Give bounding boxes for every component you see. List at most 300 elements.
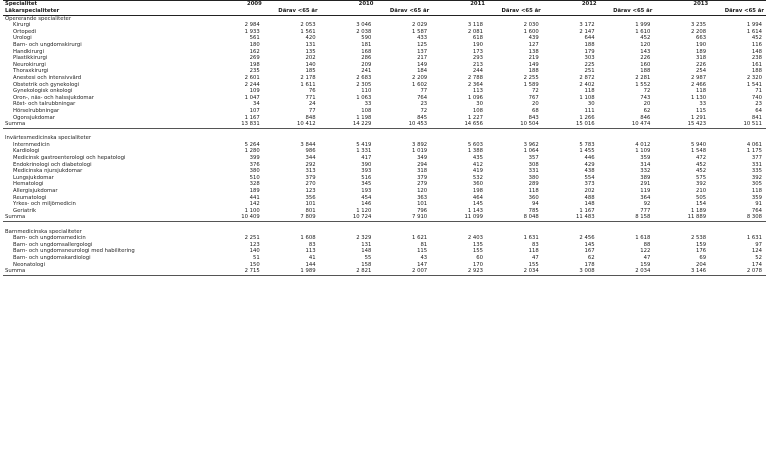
table-cell: 198 bbox=[249, 61, 260, 68]
table-cell: 188 bbox=[640, 68, 651, 75]
table-cell: 190 bbox=[696, 41, 707, 48]
table-row bbox=[3, 155, 766, 162]
table-row bbox=[3, 42, 766, 49]
column-header-under-65: Därav <65 år bbox=[599, 8, 655, 15]
table-cell: 771 bbox=[305, 94, 316, 101]
table-cell: 92 bbox=[643, 201, 651, 208]
row-label: Öron-, näs- och halssjukdomar bbox=[13, 94, 94, 101]
table-row bbox=[3, 242, 766, 249]
table-cell: 848 bbox=[305, 114, 316, 121]
table-cell: 1 589 bbox=[523, 81, 539, 88]
table-cell: 380 bbox=[528, 174, 539, 181]
row-label: Urologi bbox=[13, 35, 32, 42]
table-row bbox=[3, 248, 766, 255]
table-cell: 1 541 bbox=[746, 81, 762, 88]
table-cell: 464 bbox=[472, 194, 483, 201]
table-cell: 1 614 bbox=[746, 28, 762, 35]
summa-cell: 2 007 bbox=[375, 268, 431, 275]
table-cell: 2 029 bbox=[412, 22, 428, 29]
table-cell: 554 bbox=[584, 174, 595, 181]
table-cell: 217 bbox=[417, 55, 428, 62]
table-cell: 1 175 bbox=[746, 148, 762, 155]
table-cell: 452 bbox=[640, 35, 651, 42]
table-cell: 160 bbox=[640, 61, 651, 68]
table-cell: 226 bbox=[696, 61, 707, 68]
table-cell: 4 012 bbox=[635, 141, 651, 148]
table-cell: 34 bbox=[253, 101, 260, 108]
summa-cell: 2 923 bbox=[431, 268, 487, 275]
section-title: Barnmedicinska specialiteter bbox=[5, 228, 82, 235]
table-cell: 2 364 bbox=[467, 81, 483, 88]
summa-cell: 11 099 bbox=[431, 214, 487, 221]
summa-label: Summa bbox=[3, 214, 208, 221]
section-header-row bbox=[3, 15, 766, 22]
table-cell: 1 227 bbox=[467, 114, 483, 121]
row-label: Plastikkirurgi bbox=[13, 55, 48, 62]
table-cell: 158 bbox=[361, 261, 372, 268]
table-cell: 1 602 bbox=[412, 81, 428, 88]
table-cell: 2 403 bbox=[467, 235, 483, 242]
summa-cell: 8 158 bbox=[599, 214, 655, 221]
table-row bbox=[3, 55, 766, 62]
table-cell: 417 bbox=[361, 155, 372, 162]
row-label: Barn- och ungdomsneurologi med habilitering bbox=[13, 248, 135, 255]
table-cell: 5 419 bbox=[356, 141, 372, 148]
table-cell: 181 bbox=[361, 41, 372, 48]
table-cell: 123 bbox=[249, 241, 260, 248]
table-cell: 202 bbox=[305, 55, 316, 62]
table-cell: 2 244 bbox=[244, 81, 260, 88]
table-cell: 140 bbox=[305, 61, 316, 68]
table-cell: 618 bbox=[472, 35, 483, 42]
row-label: Reumatologi bbox=[13, 194, 47, 201]
table-cell: 51 bbox=[253, 254, 260, 261]
spacer-row bbox=[3, 222, 766, 229]
table-row bbox=[3, 181, 766, 188]
table-cell: 1 291 bbox=[691, 114, 707, 121]
table-cell: 1 994 bbox=[746, 22, 762, 29]
table-cell: 23 bbox=[420, 101, 428, 108]
column-header-year: 2009 bbox=[208, 1, 264, 8]
table-cell: 213 bbox=[472, 61, 483, 68]
table-cell: 81 bbox=[420, 241, 428, 248]
table-cell: 1 063 bbox=[356, 94, 372, 101]
table-cell: 644 bbox=[584, 35, 595, 42]
summa-row bbox=[3, 121, 766, 128]
table-row bbox=[3, 108, 766, 115]
summa-cell: 7 809 bbox=[264, 214, 320, 221]
table-cell: 292 bbox=[305, 161, 316, 168]
table-cell: 433 bbox=[417, 35, 428, 42]
table-cell: 379 bbox=[305, 174, 316, 181]
table-cell: 219 bbox=[528, 55, 539, 62]
table-cell: 110 bbox=[361, 88, 372, 95]
table-row bbox=[3, 49, 766, 56]
table-cell: 20 bbox=[532, 101, 539, 108]
table-cell: 127 bbox=[528, 41, 539, 48]
row-label: Medicinska njursjukdomar bbox=[13, 168, 83, 175]
table-cell: 1 130 bbox=[691, 94, 707, 101]
table-cell: 52 bbox=[755, 254, 762, 261]
table-cell: 785 bbox=[528, 207, 539, 214]
row-label: Allergisjukdomar bbox=[13, 188, 58, 195]
row-label: Anestesi och intensivvård bbox=[13, 74, 82, 81]
table-cell: 318 bbox=[417, 168, 428, 175]
row-label: Barn- och ungdomskirurgi bbox=[13, 41, 82, 48]
table-cell: 244 bbox=[472, 68, 483, 75]
spacer-cell bbox=[3, 222, 766, 229]
table-cell: 235 bbox=[249, 68, 260, 75]
table-cell: 161 bbox=[751, 61, 762, 68]
table-cell: 1 064 bbox=[523, 148, 539, 155]
table-cell: 119 bbox=[640, 188, 651, 195]
table-cell: 64 bbox=[755, 107, 762, 114]
table-cell: 1 266 bbox=[579, 114, 595, 121]
table-cell: 1 600 bbox=[523, 28, 539, 35]
table-cell: 145 bbox=[584, 241, 595, 248]
table-cell: 150 bbox=[249, 261, 260, 268]
table-row bbox=[3, 62, 766, 69]
table-cell: 303 bbox=[584, 55, 595, 62]
summa-cell: 15 423 bbox=[654, 121, 710, 128]
table-cell: 20 bbox=[643, 101, 651, 108]
table-cell: 202 bbox=[584, 188, 595, 195]
table-cell: 575 bbox=[696, 174, 707, 181]
table-cell: 1 631 bbox=[523, 235, 539, 242]
table-cell: 88 bbox=[643, 241, 651, 248]
summa-cell: 11 483 bbox=[543, 214, 599, 221]
table-cell: 510 bbox=[249, 174, 260, 181]
row-label: Ögonsjukdomar bbox=[13, 114, 55, 121]
table-cell: 1 198 bbox=[356, 114, 372, 121]
table-cell: 390 bbox=[361, 161, 372, 168]
table-cell: 43 bbox=[420, 254, 428, 261]
column-header-under-65: Därav <65 år bbox=[710, 8, 766, 15]
table-cell: 118 bbox=[696, 88, 707, 95]
table-cell: 33 bbox=[364, 101, 372, 108]
table-cell: 2 538 bbox=[691, 235, 707, 242]
summa-cell: 10 453 bbox=[375, 121, 431, 128]
section-header-row bbox=[3, 135, 766, 142]
column-header-year: 2012 bbox=[543, 1, 599, 8]
table-body bbox=[3, 15, 766, 275]
summa-cell: 14 229 bbox=[320, 121, 376, 128]
table-cell: 1 561 bbox=[300, 28, 316, 35]
summa-cell: 2 034 bbox=[599, 268, 655, 275]
table-cell: 62 bbox=[587, 254, 595, 261]
table-cell: 1 331 bbox=[356, 148, 372, 155]
table-cell: 178 bbox=[584, 261, 595, 268]
table-cell: 446 bbox=[584, 155, 595, 162]
table-cell: 115 bbox=[417, 248, 428, 255]
table-cell: 124 bbox=[751, 248, 762, 255]
summa-cell: 10 412 bbox=[264, 121, 320, 128]
row-label: Gynekologisk onkologi bbox=[13, 88, 73, 95]
table-cell: 2 251 bbox=[244, 235, 260, 242]
table-cell: 41 bbox=[308, 254, 316, 261]
table-cell: 663 bbox=[696, 35, 707, 42]
table-row bbox=[3, 29, 766, 36]
summa-cell: 10 474 bbox=[599, 121, 655, 128]
table-cell: 743 bbox=[640, 94, 651, 101]
table-cell: 72 bbox=[643, 88, 651, 95]
table-cell: 373 bbox=[584, 181, 595, 188]
table-cell: 131 bbox=[305, 41, 316, 48]
table-cell: 47 bbox=[532, 254, 539, 261]
table-cell: 1 280 bbox=[244, 148, 260, 155]
table-cell: 30 bbox=[476, 101, 483, 108]
table-row bbox=[3, 208, 766, 215]
row-label: Ortopedi bbox=[13, 28, 37, 35]
column-header-specialitet: Specialitet bbox=[3, 1, 208, 8]
table-cell: 76 bbox=[308, 88, 316, 95]
table-cell: 269 bbox=[249, 55, 260, 62]
table-row bbox=[3, 235, 766, 242]
table-cell: 1 096 bbox=[467, 94, 483, 101]
table-cell: 532 bbox=[472, 174, 483, 181]
table-cell: 2 081 bbox=[467, 28, 483, 35]
table-row bbox=[3, 168, 766, 175]
table-cell: 225 bbox=[584, 61, 595, 68]
table-cell: 1 108 bbox=[579, 94, 595, 101]
table-cell: 144 bbox=[305, 261, 316, 268]
table-cell: 2 402 bbox=[579, 81, 595, 88]
summa-cell: 15 016 bbox=[543, 121, 599, 128]
table-cell: 155 bbox=[528, 261, 539, 268]
table-cell: 3 235 bbox=[691, 22, 707, 29]
table-cell: 293 bbox=[472, 55, 483, 62]
table-cell: 349 bbox=[417, 155, 428, 162]
table-cell: 179 bbox=[584, 48, 595, 55]
table-cell: 505 bbox=[696, 194, 707, 201]
table-cell: 180 bbox=[249, 41, 260, 48]
table-cell: 209 bbox=[361, 61, 372, 68]
column-header-lakarspecialiteter: Läkarspecialiteter bbox=[3, 8, 208, 15]
table-cell: 1 621 bbox=[412, 235, 428, 242]
table-cell: 2 456 bbox=[579, 235, 595, 242]
table-cell: 318 bbox=[696, 55, 707, 62]
table-cell: 125 bbox=[417, 41, 428, 48]
table-cell: 2 038 bbox=[356, 28, 372, 35]
table-cell: 294 bbox=[417, 161, 428, 168]
table-cell: 314 bbox=[640, 161, 651, 168]
row-label: Neonatologi bbox=[13, 261, 45, 268]
table-cell: 356 bbox=[305, 194, 316, 201]
table-cell: 3 892 bbox=[412, 141, 428, 148]
table-cell: 140 bbox=[249, 248, 260, 255]
table-cell: 452 bbox=[696, 161, 707, 168]
table-cell: 291 bbox=[640, 181, 651, 188]
table-cell: 101 bbox=[305, 201, 316, 208]
table-cell: 331 bbox=[528, 168, 539, 175]
table-cell: 331 bbox=[751, 161, 762, 168]
row-label: Lungsjukdomar bbox=[13, 174, 54, 181]
summa-cell: 8 308 bbox=[710, 214, 766, 221]
summa-cell: 10 504 bbox=[487, 121, 543, 128]
table-cell: 23 bbox=[755, 101, 762, 108]
table-cell: 174 bbox=[751, 261, 762, 268]
table-cell: 159 bbox=[640, 261, 651, 268]
table-cell: 328 bbox=[249, 181, 260, 188]
table-cell: 441 bbox=[249, 194, 260, 201]
table-cell: 376 bbox=[249, 161, 260, 168]
table-cell: 1 100 bbox=[244, 207, 260, 214]
table-cell: 146 bbox=[361, 201, 372, 208]
table-cell: 2 872 bbox=[579, 74, 595, 81]
row-label: Neurokirurgi bbox=[13, 61, 46, 68]
table-cell: 1 455 bbox=[579, 148, 595, 155]
summa-cell: 13 831 bbox=[208, 121, 264, 128]
table-cell: 148 bbox=[361, 248, 372, 255]
table-row bbox=[3, 82, 766, 89]
table-cell: 72 bbox=[420, 107, 428, 114]
table-cell: 198 bbox=[472, 188, 483, 195]
table-cell: 143 bbox=[640, 48, 651, 55]
row-label: Endokrinologi och diabetologi bbox=[13, 161, 92, 168]
table-cell: 1 610 bbox=[635, 28, 651, 35]
table-cell: 360 bbox=[528, 194, 539, 201]
table-cell: 2 178 bbox=[300, 74, 316, 81]
table-cell: 193 bbox=[361, 188, 372, 195]
table-cell: 120 bbox=[640, 41, 651, 48]
table-cell: 389 bbox=[640, 174, 651, 181]
table-cell: 83 bbox=[308, 241, 316, 248]
table-cell: 109 bbox=[249, 88, 260, 95]
table-cell: 1 552 bbox=[635, 81, 651, 88]
summa-cell: 10 511 bbox=[710, 121, 766, 128]
table-cell: 801 bbox=[305, 207, 316, 214]
table-cell: 2 208 bbox=[691, 28, 707, 35]
table-row bbox=[3, 142, 766, 149]
summa-cell: 1 989 bbox=[264, 268, 320, 275]
table-cell: 392 bbox=[751, 174, 762, 181]
table-cell: 167 bbox=[584, 248, 595, 255]
table-cell: 77 bbox=[308, 107, 316, 114]
table-cell: 176 bbox=[696, 248, 707, 255]
table-cell: 359 bbox=[751, 194, 762, 201]
row-label: Röst- och talrubbningar bbox=[13, 101, 76, 108]
specialist-table bbox=[3, 0, 766, 276]
table-cell: 101 bbox=[417, 201, 428, 208]
table-cell: 91 bbox=[755, 201, 762, 208]
summa-row bbox=[3, 268, 766, 275]
table-cell: 188 bbox=[584, 41, 595, 48]
table-cell: 94 bbox=[532, 201, 539, 208]
table-cell: 345 bbox=[361, 181, 372, 188]
table-row bbox=[3, 22, 766, 29]
table-cell: 1 933 bbox=[244, 28, 260, 35]
table-cell: 986 bbox=[305, 148, 316, 155]
table-row bbox=[3, 195, 766, 202]
table-cell: 2 320 bbox=[746, 74, 762, 81]
table-cell: 313 bbox=[305, 168, 316, 175]
table-cell: 118 bbox=[528, 188, 539, 195]
table-cell: 33 bbox=[699, 101, 707, 108]
table-cell: 113 bbox=[472, 88, 483, 95]
table-cell: 590 bbox=[361, 35, 372, 42]
summa-cell: 10 724 bbox=[320, 214, 376, 221]
summa-cell: 2 715 bbox=[208, 268, 264, 275]
table-cell: 113 bbox=[305, 248, 316, 255]
table-cell: 335 bbox=[751, 168, 762, 175]
summa-row bbox=[3, 214, 766, 221]
table-cell: 184 bbox=[417, 68, 428, 75]
table-cell: 796 bbox=[417, 207, 428, 214]
row-label: Kirurgi bbox=[13, 22, 31, 29]
row-label: Barn- och ungdomsmedicin bbox=[13, 235, 86, 242]
table-cell: 2 305 bbox=[356, 81, 372, 88]
summa-cell: 2 034 bbox=[487, 268, 543, 275]
table-cell: 393 bbox=[361, 168, 372, 175]
table-cell: 168 bbox=[361, 48, 372, 55]
table-cell: 359 bbox=[640, 155, 651, 162]
table-cell: 1 548 bbox=[691, 148, 707, 155]
row-label: Kardiologi bbox=[13, 148, 40, 155]
table-row bbox=[3, 95, 766, 102]
table-cell: 5 264 bbox=[244, 141, 260, 148]
table-cell: 5 603 bbox=[467, 141, 483, 148]
table-cell: 1 143 bbox=[467, 207, 483, 214]
table-cell: 767 bbox=[528, 94, 539, 101]
table-cell: 254 bbox=[696, 68, 707, 75]
header-row-sub bbox=[3, 8, 766, 15]
table-cell: 764 bbox=[751, 207, 762, 214]
table-cell: 120 bbox=[417, 188, 428, 195]
table-cell: 841 bbox=[751, 114, 762, 121]
table-cell: 279 bbox=[417, 181, 428, 188]
table-row bbox=[3, 148, 766, 155]
table-cell: 308 bbox=[528, 161, 539, 168]
table-cell: 2 984 bbox=[244, 22, 260, 29]
column-header-year: 2011 bbox=[431, 1, 487, 8]
table-row bbox=[3, 88, 766, 95]
table-cell: 142 bbox=[249, 201, 260, 208]
table-cell: 845 bbox=[417, 114, 428, 121]
table-cell: 173 bbox=[472, 48, 483, 55]
table-cell: 1 109 bbox=[635, 148, 651, 155]
table-row bbox=[3, 35, 766, 42]
row-label: Barn- och ungdomskardiologi bbox=[13, 254, 91, 261]
table-cell: 289 bbox=[528, 181, 539, 188]
table-cell: 561 bbox=[249, 35, 260, 42]
table-cell: 420 bbox=[305, 35, 316, 42]
table-cell: 148 bbox=[751, 48, 762, 55]
summa-label: Summa bbox=[3, 121, 208, 128]
table-cell: 1 388 bbox=[467, 148, 483, 155]
table-cell: 55 bbox=[364, 254, 372, 261]
table-cell: 377 bbox=[751, 155, 762, 162]
table-cell: 3 962 bbox=[523, 141, 539, 148]
table-cell: 108 bbox=[472, 107, 483, 114]
table-cell: 2 147 bbox=[579, 28, 595, 35]
table-cell: 154 bbox=[696, 201, 707, 208]
summa-cell: 11 889 bbox=[654, 214, 710, 221]
table-cell: 3 118 bbox=[467, 22, 483, 29]
table-cell: 77 bbox=[420, 88, 428, 95]
table-cell: 488 bbox=[584, 194, 595, 201]
table-cell: 1 618 bbox=[635, 235, 651, 242]
table-row bbox=[3, 68, 766, 75]
table-cell: 131 bbox=[361, 241, 372, 248]
table-cell: 189 bbox=[249, 188, 260, 195]
table-cell: 286 bbox=[361, 55, 372, 62]
table-cell: 188 bbox=[751, 68, 762, 75]
table-cell: 516 bbox=[361, 174, 372, 181]
table-cell: 364 bbox=[640, 194, 651, 201]
summa-cell: 2 078 bbox=[710, 268, 766, 275]
summa-cell: 7 910 bbox=[375, 214, 431, 221]
table-cell: 439 bbox=[528, 35, 539, 42]
